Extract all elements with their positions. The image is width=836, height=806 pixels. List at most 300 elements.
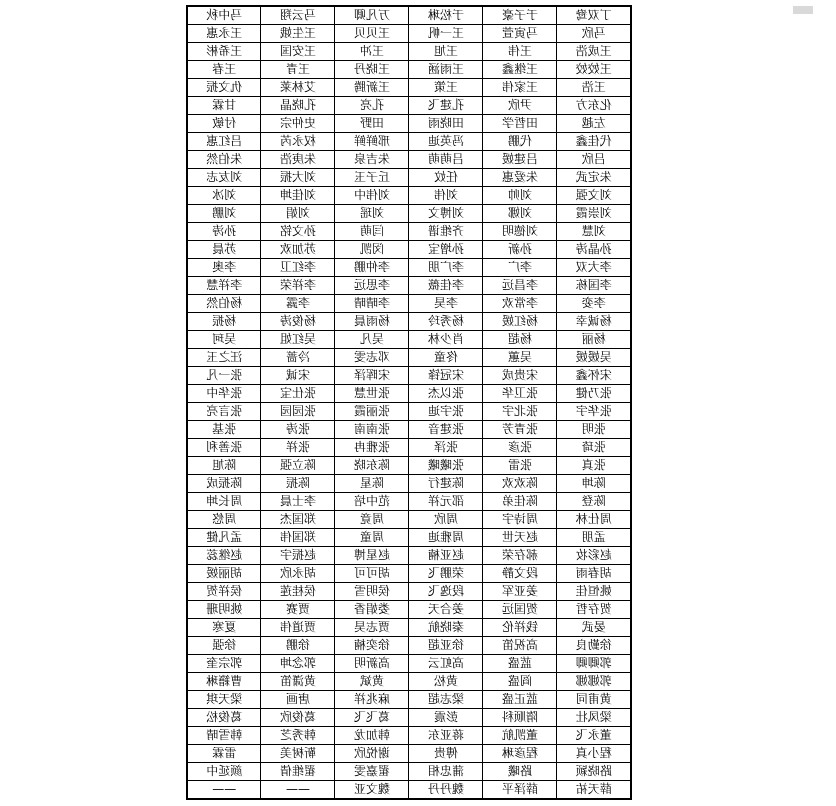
table-cell: 张丽霞: [335, 403, 409, 421]
table-cell: 张园园: [261, 403, 335, 421]
table-cell: 陈旭: [187, 457, 261, 475]
table-cell: 韩秀芝: [261, 727, 335, 745]
table-cell: 贺存哲: [557, 601, 631, 619]
table-cell: 李昊: [409, 295, 483, 313]
table-cell: 程彦琳: [483, 745, 557, 763]
table-row: [187, 79, 631, 97]
table-cell: 李大双: [557, 259, 631, 277]
table-row: [187, 385, 631, 403]
table-cell: 朱伯然: [187, 151, 261, 169]
table-cell: 张仕宝: [261, 385, 335, 403]
table-cell: 代鹏: [483, 133, 557, 151]
table-cell: 侯祥贺: [187, 583, 261, 601]
name-table: [186, 5, 632, 800]
table-cell: 李晴晴: [335, 295, 409, 313]
table-cell: 贾道伟: [261, 619, 335, 637]
table-cell: 路晓颖: [557, 763, 631, 781]
table-cell: 阎盛: [483, 673, 557, 691]
table-cell: 王冲: [335, 43, 409, 61]
table-cell: 周竟: [335, 511, 409, 529]
table-cell: 张南南: [335, 421, 409, 439]
table-cell: 靳树美: [261, 745, 335, 763]
table-cell: 汪之玉: [187, 349, 261, 367]
table-cell: 张宇迪: [409, 403, 483, 421]
table-cell: 于松琳: [409, 6, 483, 25]
table-cell: 陈欢欢: [483, 475, 557, 493]
table-cell: 张曦曦: [409, 457, 483, 475]
table-cell: 李国栋: [557, 277, 631, 295]
table-row: [187, 25, 631, 43]
table-cell: 高祝笛: [483, 637, 557, 655]
table-cell: 王伟: [483, 43, 557, 61]
table-cell: 任妏: [409, 169, 483, 187]
table-cell: 唐画: [261, 691, 335, 709]
table-row: [187, 583, 631, 601]
table-cell: 张基: [187, 421, 261, 439]
table-cell: 张涛: [261, 421, 335, 439]
table-cell: 翟嘉雯: [335, 763, 409, 781]
table-cell: 张雅冉: [335, 439, 409, 457]
table-cell: 史仲宗: [261, 115, 335, 133]
table-row: [187, 565, 631, 583]
table-cell: 郭宗奎: [187, 655, 261, 673]
table-cell: 张北宇: [483, 403, 557, 421]
table-cell: 刘慧: [557, 223, 631, 241]
table-cell: 蒋亚东: [409, 727, 483, 745]
table-cell: 刘博文: [409, 205, 483, 223]
table-row: [187, 133, 631, 151]
table-row: [187, 331, 631, 349]
table-cell: 王晓丹: [335, 61, 409, 79]
table-cell: 张言亮: [187, 403, 261, 421]
table-cell: 陈立强: [261, 457, 335, 475]
table-cell: 胡春雨: [557, 565, 631, 583]
table-cell: 代佳鑫: [557, 133, 631, 151]
table-cell: 翟维倩: [261, 763, 335, 781]
table-row: [187, 601, 631, 619]
table-row: [187, 637, 631, 655]
table-cell: 李仲鹏: [335, 259, 409, 277]
table-cell: 刘大振: [261, 169, 335, 187]
table-cell: 胡丽媛: [187, 565, 261, 583]
table-cell: 段逸飞: [409, 583, 483, 601]
table-cell: 姜亚军: [483, 583, 557, 601]
table-cell: 化东方: [557, 97, 631, 115]
table-cell: 娄娟香: [335, 601, 409, 619]
table-cell: 葛飞飞: [335, 709, 409, 727]
table-cell: 于子豪: [483, 6, 557, 25]
table-cell: 王生娥: [261, 25, 335, 43]
table-cell: 蓝盛: [483, 655, 557, 673]
table-cell: 杨雨晨: [335, 313, 409, 331]
table-cell: 夏寒: [187, 619, 261, 637]
table-cell: 王希彬: [187, 43, 261, 61]
table-cell: 王旭: [409, 43, 483, 61]
table-cell: 孙新: [483, 241, 557, 259]
table-cell: 刘冰: [187, 187, 261, 205]
table-cell: 王永惠: [187, 25, 261, 43]
table-cell: 范中培: [335, 493, 409, 511]
table-cell: 谢悦欣: [335, 745, 409, 763]
table-cell: 贺国远: [483, 601, 557, 619]
table-cell: 郭念坤: [261, 655, 335, 673]
table-cell: 邓志雯: [335, 349, 409, 367]
table-row: [187, 295, 631, 313]
table-cell: 魏文亚: [335, 781, 409, 800]
table-cell: 贾志昊: [335, 619, 409, 637]
table-cell: 刘鹏: [187, 205, 261, 223]
table-cell: 赵星博: [335, 547, 409, 565]
table-cell: 郝存荣: [483, 547, 557, 565]
table-cell: 刘娟: [261, 205, 335, 223]
table-cell: 张泽: [409, 439, 483, 457]
table-cell: 李祥慧: [187, 277, 261, 295]
table-cell: 郭娜娜: [557, 673, 631, 691]
table-cell: 吴蕙: [483, 349, 557, 367]
table-row: [187, 673, 631, 691]
table-cell: 张真: [557, 457, 631, 475]
table-cell: 段文静: [483, 565, 557, 583]
table-cell: 闵凯: [335, 241, 409, 259]
table-row: [187, 223, 631, 241]
table-cell: 甘霖: [187, 97, 261, 115]
table-cell: 刘佳坤: [261, 187, 335, 205]
table-cell: 杨俊涛: [261, 313, 335, 331]
table-cell: 吴凡: [335, 331, 409, 349]
table-cell: 张一凡: [187, 367, 261, 385]
table-cell: 刘帅: [483, 187, 557, 205]
table-cell: 路曦: [483, 763, 557, 781]
table-row: [187, 511, 631, 529]
table-cell: 周欣: [409, 511, 483, 529]
table-cell: 王青: [261, 61, 335, 79]
table-cell: 朱爱惠: [483, 169, 557, 187]
table-cell: 王家伟: [483, 79, 557, 97]
table-row: [187, 151, 631, 169]
table-cell: 张世慧: [335, 385, 409, 403]
table-cell: 刘文强: [557, 187, 631, 205]
table-cell: 田晓雨: [409, 115, 483, 133]
table-cell: 黄潇笛: [261, 673, 335, 691]
table-cell: 王一帆: [409, 25, 483, 43]
table-cell: 韩雪晴: [187, 727, 261, 745]
table-cell: 付敏: [187, 115, 261, 133]
table-cell: 冷蔷: [261, 349, 335, 367]
table-cell: 程小真: [557, 745, 631, 763]
table-cell: 王成浩: [557, 43, 631, 61]
table-row: [187, 421, 631, 439]
table-cell: 吕欣: [557, 151, 631, 169]
table-cell: 高虹云: [409, 655, 483, 673]
table-cell: 杨秀玲: [409, 313, 483, 331]
table-cell: 苏加欢: [261, 241, 335, 259]
table-cell: 胡可可: [335, 565, 409, 583]
table-cell: 黄斌: [335, 673, 409, 691]
table-cell: 孟凡健: [187, 529, 261, 547]
table-cell: 刘友志: [187, 169, 261, 187]
table-cell: 李常欢: [483, 295, 557, 313]
table-cell: 马寅萱: [483, 25, 557, 43]
table-cell: 宋晖泽: [335, 367, 409, 385]
table-cell: 蓝正盛: [483, 691, 557, 709]
table-cell: 孙文铭: [261, 223, 335, 241]
table-cell: 雷霖: [187, 745, 261, 763]
table-cell: 王姣姣: [557, 61, 631, 79]
table-cell: 薛天祐: [557, 781, 631, 800]
table-cell: 张建音: [409, 421, 483, 439]
table-cell: 王安国: [261, 43, 335, 61]
table-cell: 朱定武: [557, 169, 631, 187]
table-cell: 刘德明: [483, 223, 557, 241]
table-cell: 李佳薇: [409, 277, 483, 295]
table-cell: 张琦: [557, 439, 631, 457]
table-row: [187, 259, 631, 277]
table-row: [187, 313, 631, 331]
table-cell: 张以杰: [409, 385, 483, 403]
table-cell: 王雨涵: [409, 61, 483, 79]
table-cell: 王策: [409, 79, 483, 97]
table-row: [187, 439, 631, 457]
name-table-body: [187, 6, 631, 799]
table-cell: 周悠: [187, 511, 261, 529]
table-cell: 艾林莱: [261, 79, 335, 97]
table-row: [187, 43, 631, 61]
table-cell: 马欣: [557, 25, 631, 43]
table-cell: 葛俊欣: [261, 709, 335, 727]
table-row: [187, 277, 631, 295]
table-cell: 杨丽: [557, 331, 631, 349]
table-cell: 李昌远: [483, 277, 557, 295]
table-cell: 王浩: [557, 79, 631, 97]
table-cell: 张善利: [187, 439, 261, 457]
table-cell: 李娈: [557, 295, 631, 313]
table-cell: 宋怀鑫: [557, 367, 631, 385]
table-row: [187, 475, 631, 493]
table-cell: 侯明雪: [335, 583, 409, 601]
table-cell: 梁志超: [409, 691, 483, 709]
table-cell: 宋诚: [261, 367, 335, 385]
table-cell: 李广朋: [409, 259, 483, 277]
table-cell: 陈建行: [409, 475, 483, 493]
table-cell: 黄松: [409, 673, 483, 691]
table-cell: 张华中: [187, 385, 261, 403]
table-cell: 陈佳弟: [483, 493, 557, 511]
table-cell: 傅贵: [409, 745, 483, 763]
table-cell: 孔亮: [335, 97, 409, 115]
table-cell: 张祥: [261, 439, 335, 457]
table-cell: 孟朋: [557, 529, 631, 547]
table-cell: 魏丹丹: [409, 781, 483, 800]
table-cell: 吕建媛: [483, 151, 557, 169]
table-cell: 左越: [557, 115, 631, 133]
table-row: [187, 6, 631, 25]
table-cell: 黄甫同: [557, 691, 631, 709]
table-cell: 彭震: [409, 709, 483, 727]
table-row: [187, 493, 631, 511]
table-cell: 韩加龙: [335, 727, 409, 745]
table-row: [187, 763, 631, 781]
mirrored-table-container: [186, 5, 632, 800]
table-cell: 佟童: [409, 349, 483, 367]
table-cell: 赵天世: [483, 529, 557, 547]
table-cell: 赵亚楠: [409, 547, 483, 565]
table-row: [187, 457, 631, 475]
table-cell: 张青芳: [483, 421, 557, 439]
table-cell: 隋顺科: [483, 709, 557, 727]
table-cell: 李士晨: [261, 493, 335, 511]
table-cell: ——: [261, 781, 335, 800]
table-row: [187, 241, 631, 259]
table-cell: 仇文振: [187, 79, 261, 97]
table-cell: 张明: [557, 421, 631, 439]
table-cell: 马云翔: [261, 6, 335, 25]
table-cell: 徐亚超: [409, 637, 483, 655]
table-cell: ——: [187, 781, 261, 800]
table-cell: 贾赛: [261, 601, 335, 619]
table-cell: 孙晶涛: [557, 241, 631, 259]
table-cell: 王春: [187, 61, 261, 79]
table-cell: 赵振宇: [261, 547, 335, 565]
table-cell: 田哲学: [483, 115, 557, 133]
table-cell: 李广: [483, 259, 557, 277]
table-cell: 赵彩妆: [557, 547, 631, 565]
table-cell: 丁双鸯: [557, 6, 631, 25]
table-cell: 朱吉泉: [335, 151, 409, 169]
table-cell: 苏晨: [187, 241, 261, 259]
table-cell: 刘崇霞: [557, 205, 631, 223]
table-row: [187, 97, 631, 115]
table-cell: 肖少林: [409, 331, 483, 349]
table-cell: 孔建飞: [409, 97, 483, 115]
table-cell: 孔晓晶: [261, 97, 335, 115]
table-cell: 李思远: [335, 277, 409, 295]
table-cell: 张彦: [483, 439, 557, 457]
table-cell: 孙增宝: [409, 241, 483, 259]
table-cell: 徐奕楠: [335, 637, 409, 655]
table-cell: 荣鹏飞: [409, 565, 483, 583]
table-row: [187, 619, 631, 637]
table-cell: 李祥荣: [261, 277, 335, 295]
table-cell: 杨振: [187, 313, 261, 331]
table-cell: 刘瑶: [335, 205, 409, 223]
table-cell: 董永飞: [557, 727, 631, 745]
table-cell: 徐强: [187, 637, 261, 655]
table-cell: 李奥: [187, 259, 261, 277]
table-cell: 尹欣: [483, 97, 557, 115]
table-cell: 钱祥伦: [483, 619, 557, 637]
table-cell: 徐鹏: [261, 637, 335, 655]
table-cell: 王新腾: [335, 79, 409, 97]
table-cell: 刘伟中: [335, 187, 409, 205]
table-row: [187, 781, 631, 800]
table-cell: 周雅迪: [409, 529, 483, 547]
table-cell: 麻兆祥: [335, 691, 409, 709]
table-cell: 吴媛媛: [557, 349, 631, 367]
table-cell: 权永芮: [261, 133, 335, 151]
table-row: [187, 403, 631, 421]
table-cell: 杨伯然: [187, 295, 261, 313]
table-cell: 闫萌: [335, 223, 409, 241]
table-row: [187, 169, 631, 187]
table-cell: 邢鲜鲜: [335, 133, 409, 151]
table-cell: 吴红姐: [261, 331, 335, 349]
table-row: [187, 727, 631, 745]
table-cell: 李红卫: [261, 259, 335, 277]
table-cell: 姚明珊: [187, 601, 261, 619]
table-cell: 张乃健: [557, 385, 631, 403]
table-cell: 杨超: [483, 331, 557, 349]
table-cell: 陈振成: [187, 475, 261, 493]
table-cell: 姚恒佳: [557, 583, 631, 601]
table-cell: 颜延中: [187, 763, 261, 781]
table-cell: 王继鑫: [483, 61, 557, 79]
table-cell: 梁天琪: [187, 691, 261, 709]
table-cell: 朱庚浩: [261, 151, 335, 169]
table-row: [187, 187, 631, 205]
table-cell: 张雷: [483, 457, 557, 475]
table-cell: 胡永欣: [261, 565, 335, 583]
table-cell: 薛泽平: [483, 781, 557, 800]
scrollbar-fragment: [793, 6, 813, 14]
table-row: [187, 367, 631, 385]
table-cell: 吕红惠: [187, 133, 261, 151]
table-cell: 赵继蕊: [187, 547, 261, 565]
table-cell: 葛俊松: [187, 709, 261, 727]
table-cell: 邵元祥: [409, 493, 483, 511]
table-row: [187, 61, 631, 79]
table-cell: 郑国伟: [261, 529, 335, 547]
table-cell: 晏武: [557, 619, 631, 637]
table-cell: 梁凤壮: [557, 709, 631, 727]
table-cell: 蒲忠相: [409, 763, 483, 781]
table-cell: 刘娜: [483, 205, 557, 223]
table-row: [187, 529, 631, 547]
table-cell: 董凯航: [483, 727, 557, 745]
table-row: [187, 709, 631, 727]
table-cell: 陈星: [335, 475, 409, 493]
table-cell: 高新明: [335, 655, 409, 673]
table-row: [187, 655, 631, 673]
table-cell: 曹籍琳: [187, 673, 261, 691]
table-cell: 陈登: [557, 493, 631, 511]
table-cell: 马中秋: [187, 6, 261, 25]
table-cell: 周长坤: [187, 493, 261, 511]
table-cell: 吕萌萌: [409, 151, 483, 169]
table-row: [187, 205, 631, 223]
table-row: [187, 547, 631, 565]
table-cell: 孙涛: [187, 223, 261, 241]
table-row: [187, 691, 631, 709]
table-cell: 杨红媛: [483, 313, 557, 331]
table-cell: 周童: [335, 529, 409, 547]
table-cell: 郑国杰: [261, 511, 335, 529]
table-cell: 冯英迪: [409, 133, 483, 151]
table-cell: 秦晓航: [409, 619, 483, 637]
table-cell: 王贝贝: [335, 25, 409, 43]
table-cell: 郭卿卿: [557, 655, 631, 673]
table-cell: 丘子玉: [335, 169, 409, 187]
table-cell: 姜合天: [409, 601, 483, 619]
table-cell: 侯桂莲: [261, 583, 335, 601]
table-cell: 万凡卿: [335, 6, 409, 25]
table-row: [187, 115, 631, 133]
table-row: [187, 745, 631, 763]
table-row: [187, 349, 631, 367]
table-cell: 刘伟: [409, 187, 483, 205]
table-cell: 陈东晓: [335, 457, 409, 475]
table-cell: 田野: [335, 115, 409, 133]
table-cell: 陈坤: [557, 475, 631, 493]
